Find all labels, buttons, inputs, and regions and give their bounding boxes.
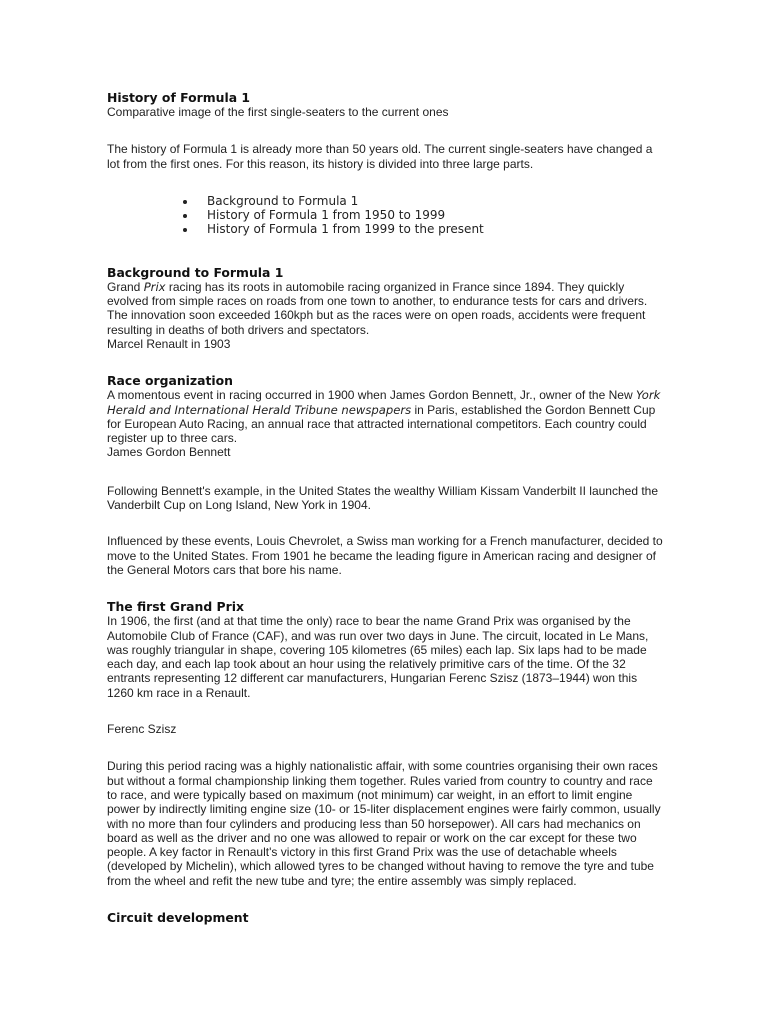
background-paragraph: [107, 280, 663, 337]
section-heading-first-grand-prix: The first Grand Prix: [107, 599, 244, 615]
section-heading-background: Background to Formula 1: [107, 264, 284, 280]
section-heading-race-organization: Race organization: [107, 373, 233, 389]
race-org-paragraph-1: [107, 388, 663, 445]
toc-list: [107, 194, 663, 237]
background-text-end: racing has its roots in automobile racing organized in France since 1894. They quickly evolved from simple races on roads from one town to another, to endurance tests for cars and drivers. The innovation soon exceeded 160kph but as the races were on open roads, accidents were frequent resulting in deaths of both drivers and spectators.: [107, 279, 648, 337]
background-text-start: Grand: [107, 279, 144, 294]
first-gp-paragraph-1: In 1906, the first (and at that time the only) race to bear the name Grand Prix was organised by the Automobile Club of France (CAF), and was run over two days in June. The circuit, located in Le Mans, was roughly triangular in shape, covering 105 kilometres (65 miles) each lap. Six laps had to be made each day, and each lap took about an hour using the relatively primitive cars of the time. Of the 32 entrants representing 12 different car manufacturers, Hungarian Ferenc Szisz (1873–1944) won this 1260 km race in a Renault.: [107, 614, 649, 700]
race-org-text-start: A momentous event in racing occurred in 1900 when James Gordon Bennett, Jr., owner of the New: [107, 388, 636, 403]
first-gp-paragraph-2: During this period racing was a highly nationalistic affair, with some countries organising their own races but without a formal championship linking them together. Rules varied from country to country and race to race, and were typically based on maximum (not minimum) car weight, in an effort to limit engine power by indirectly limiting engine size (10- or 15-liter displacement engines were fairly common, usually with no more than four cylinders and producing less than 50 horsepower). All cars had mechanics on board as well as the driver and no one was allowed to repair or work on the car except for these two people. A key factor in Renault's victory in this first Grand Prix was the use of detachable wheels (developed by Michelin), which allowed tyres to be changed without having to remove the tyre and tube from the wheel and refit the new tube and tyre; the entire assembly was simply replaced.: [107, 759, 661, 888]
race-org-text-italic: York Herald and International Herald Tribune newspapers: [107, 388, 661, 417]
toc-item-1999-present[interactable]: • History of Formula 1 from 1999 to the present: [197, 222, 663, 236]
race-org-paragraph-3: Influenced by these events, Louis Chevrolet, a Swiss man working for a French manufacturer, decided to move to the United States. From 1901 he became the leading figure in American racing and designer of the General Motors cars that bore his name.: [107, 534, 663, 577]
document-page: [107, 90, 663, 925]
background-text-italic: Prix: [143, 279, 166, 294]
document-subtitle: Comparative image of the first single-seaters to the current ones: [107, 105, 449, 119]
image-caption-marcel-renault: Marcel Renault in 1903: [107, 336, 231, 351]
intro-paragraph: The history of Formula 1 is already more than 50 years old. The current single-seaters have changed a lot from the first ones. For this reason, its history is divided into three large parts.: [107, 142, 653, 171]
image-caption-ferenc-szisz: Ferenc Szisz: [107, 722, 177, 737]
document-title: History of Formula 1: [107, 90, 251, 105]
race-org-text-end: in Paris, established the Gordon Bennett Cup for European Auto Racing, an annual race that attracted international competitors. Each country could register up to three cars.: [107, 402, 656, 446]
toc-item-1950-1999[interactable]: • History of Formula 1 from 1950 to 1999: [197, 208, 663, 222]
toc-item-background[interactable]: • Background to Formula 1: [197, 194, 663, 208]
section-heading-circuit-development: Circuit development: [107, 909, 249, 925]
race-org-paragraph-2: Following Bennett's example, in the United States the wealthy William Kissam Vanderbilt II launched the Vanderbilt Cup on Long Island, New York in 1904.: [107, 483, 659, 513]
image-caption-james-gordon-bennett: James Gordon Bennett: [107, 445, 231, 460]
